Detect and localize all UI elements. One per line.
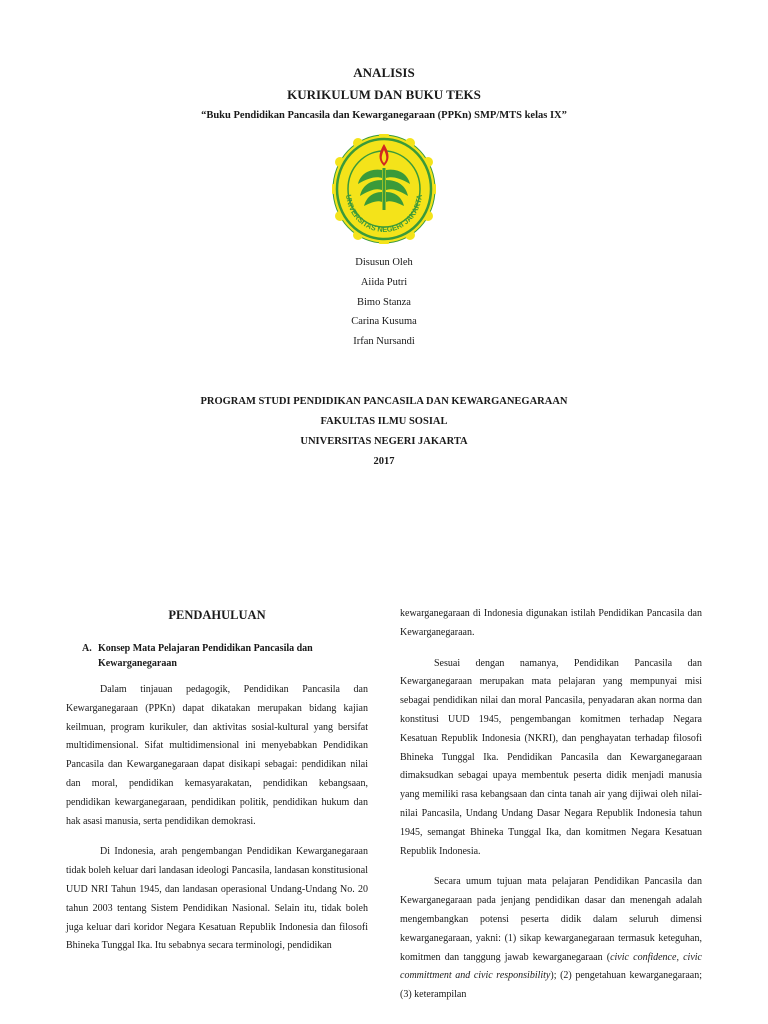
- document-subtitle: KURIKULUM DAN BUKU TEKS: [287, 87, 481, 102]
- section-title: PENDAHULUAN: [168, 608, 266, 622]
- author-name: Carina Kusuma: [351, 316, 417, 328]
- book-title: “Buku Pendidikan Pancasila dan Kewarganegaraan (PPKn) SMP/MTS kelas IX”: [201, 110, 567, 121]
- paragraph: Secara umum tujuan mata pelajaran Pendidikan Pancasila dan Kewarganegaraan pada jenjang pendidikan dasar dan menengah adalah mengembangkan potensi peserta didik dalam seluruh dimensi kewarganegaraan, yakni: (1) sikap kewarganegaraan termasuk keteguhan, komitmen dan tanggung jawab kewarganegaraan (civic confidence, civic committment and civic responsibility); (2) pengetahuan kewarganegaraan; (3) keterampilan: [400, 876, 702, 1001]
- subsection-heading: [66, 641, 368, 671]
- logo-leaves: [358, 168, 410, 210]
- document-title: ANALISIS: [353, 65, 415, 80]
- faculty-name: FAKULTAS ILMU SOSIAL: [320, 416, 448, 427]
- civic-terms: civic confidence, civic committment and civic responsibility: [400, 951, 702, 982]
- paragraph: Di Indonesia, arah pengembangan Pendidikan Kewarganegaraan tidak boleh keluar dari landasan ideologi Pancasila, landasan konstitusional UUD NRI Tahun 1945, dan landasan operasional Undang-Undang No. 20 tahun 2003 tentang Sistem Pendidikan Nasional. Selain itu, tidak boleh juga keluar dari koridor Negara Kesatuan Republik Indonesia dan filosofi Bhineka Tunggal Ika. Itu sebabnya secara terminologi, pendidikan: [66, 846, 368, 952]
- paragraph: Dalam tinjauan pedagogik, Pendidikan Pancasila dan Kewarganegaraan (PPKn) dapat dikatakan merupakan bidang kajian keilmuan, program kurikuler, dan aktivitas sosial-kultural yang bersifat multidimensional. Sifat multidimensional ini menyebabkan Pendidikan Pancasila dan Kewarganegaraan dapat disikapi sebagai: pendidikan nilai dan moral, pendidikan kemasyarakatan, pendidikan kebangsaan, pendidikan kewarganegaraan, pendidikan politik, pendidikan hukum dan hak asasi manusia, serta pendidikan demokrasi.: [66, 684, 368, 827]
- left-column: [66, 605, 368, 968]
- paragraph: Sesuai dengan namanya, Pendidikan Pancasila dan Kewarganegaraan merupakan mata pelajaran yang mempunyai misi sebagai pendidikan nilai dan moral Pancasila, penyadaran akan norma dan konstitusi UUD 1945, pengembangan komitmen terhadap Negara Kesatuan Republik Indonesia (NKRI), dan penghayatan terhadap filosofi Bhineka Tunggal Ika. Pendidikan Pancasila dan Kewarganegaraan dimaksudkan sebagai upaya membentuk peserta didik menjadi manusia yang memiliki rasa kebangsaan dan cinta tanah air yang dijiwai oleh nilai-nilai Pancasila, Undang Undang Dasar Negara Republik Indonesia tahun 1945, semangat Bhineka Tunggal Ika, dan komitmen Negara Kesatuan Republik Indonesia.: [400, 657, 702, 857]
- author-name: Irfan Nursandi: [353, 336, 415, 348]
- paragraph: kewarganegaraan di Indonesia digunakan istilah Pendidikan Pancasila dan Kewarganegaraan.: [400, 608, 702, 638]
- authors-block: [0, 253, 768, 352]
- authors-label: Disusun Oleh: [355, 257, 413, 268]
- author-name: Aiida Putri: [360, 276, 408, 288]
- subsection-title: Konsep Mata Pelajaran Pendidikan Pancasila dan Kewarganegaraan: [98, 643, 313, 669]
- university-logo: [332, 134, 436, 244]
- subsection-letter: A.: [82, 643, 92, 654]
- logo-text: UNIVERSITAS NEGERI JAKARTA: [344, 193, 424, 235]
- institution-block: [0, 392, 768, 472]
- program-name: PROGRAM STUDI PENDIDIKAN PANCASILA DAN KEWARGANEGARAAN: [200, 396, 568, 407]
- author-name: Bimo Stanza: [357, 296, 411, 308]
- university-name: UNIVERSITAS NEGERI JAKARTA: [300, 436, 468, 447]
- document-year: 2017: [373, 456, 395, 467]
- right-column: [400, 605, 702, 1017]
